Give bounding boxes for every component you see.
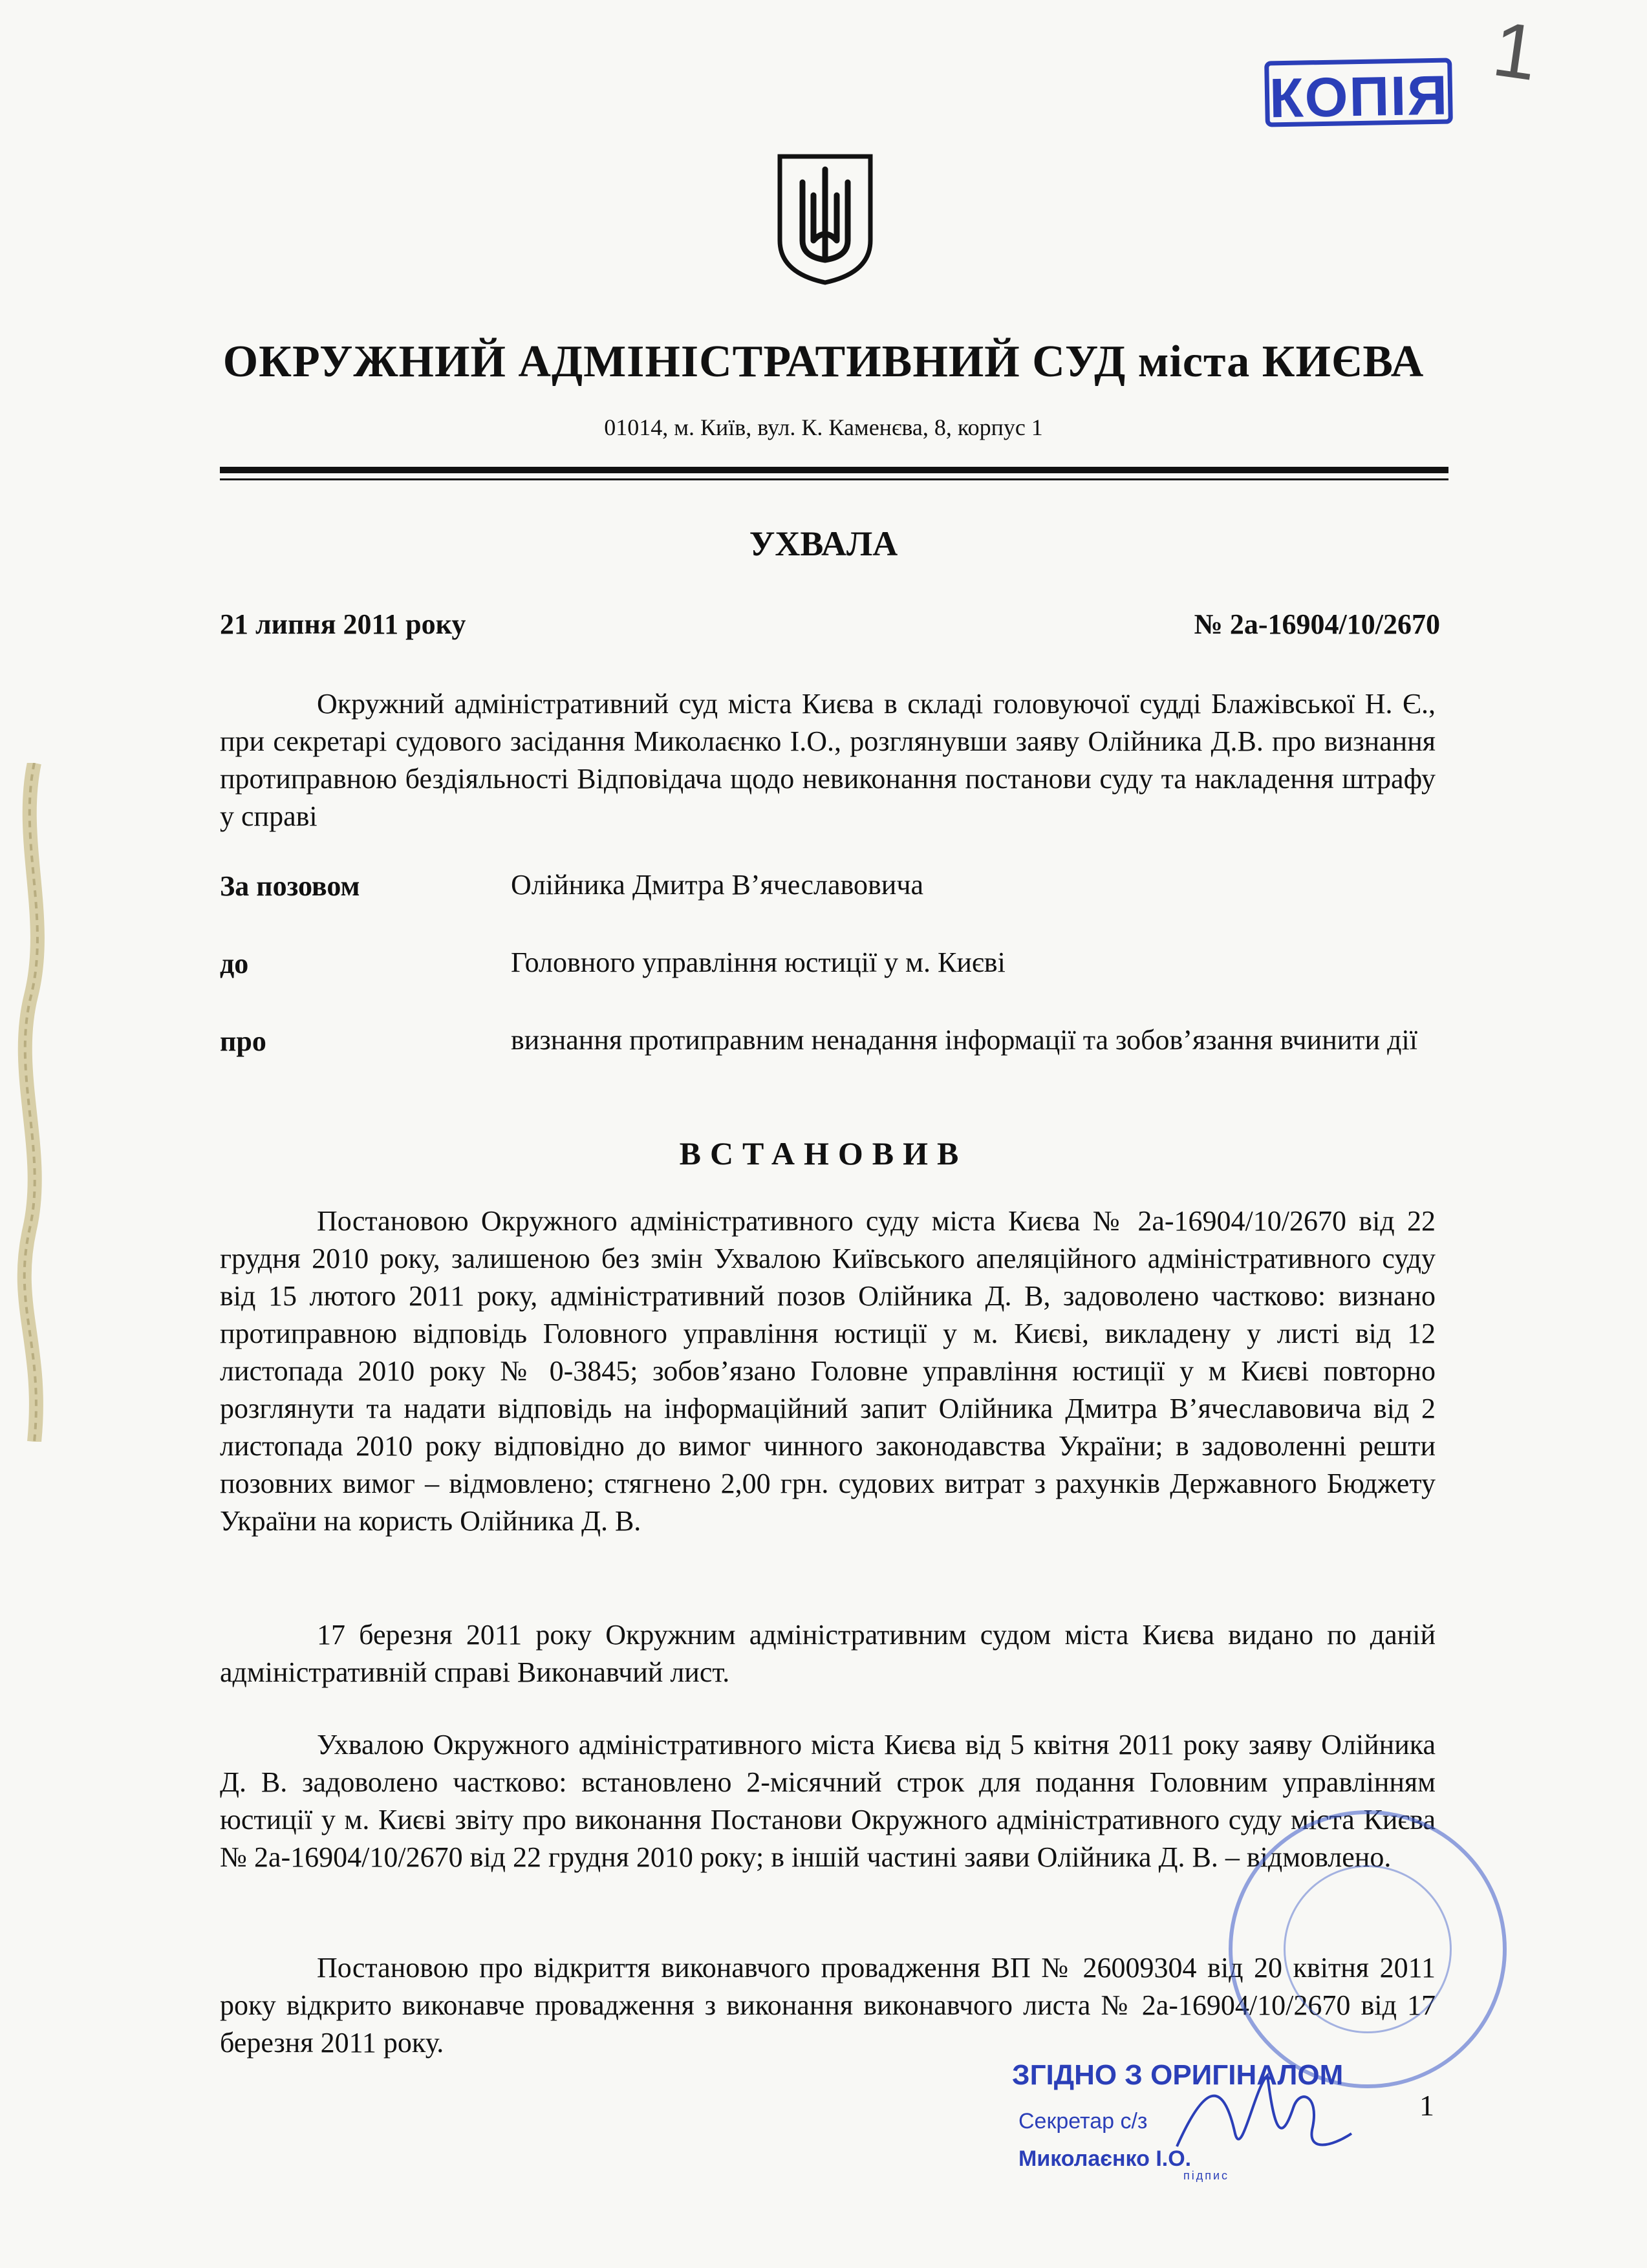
handwritten-signature (1164, 2049, 1358, 2179)
court-address: 01014, м. Київ, вул. К. Каменєва, 8, корпус 1 (604, 414, 1043, 440)
document-date: 21 липня 2011 року (220, 608, 466, 640)
intro-paragraph: Окружний адміністративний суд міста Києва в складі головуючої судді Блажівської Н. Є., при секретарі судового засідання Миколаєнко І.О., розглянувши заяву Олійника Д.В. про визнання протиправною бездіяльності Відповідача щодо невиконання постанови суду та накладення штрафу у справі (220, 688, 1436, 832)
header-rule-thin (220, 478, 1448, 480)
document-type: УХВАЛА (749, 524, 898, 563)
party-label-subject: про (220, 1025, 266, 1057)
header-rule-thick (220, 467, 1448, 473)
party-value-plaintiff: Олійника Дмитра В’ячеславовича (511, 869, 923, 901)
section-heading: ВСТАНОВИВ (679, 1135, 968, 1171)
body-paragraph: Постановою про відкриття виконавчого провадження ВП № 26009304 від 20 квітня 2011 року відкрито виконавче провадження з виконання виконавчого листа № 2а-16904/10/2670 від 17 березня 2011 року. (220, 1952, 1436, 2059)
certification-role: Секретар с/з (1018, 2109, 1148, 2134)
copy-stamp: КОПІЯ (1264, 58, 1453, 127)
body-paragraph: Ухвалою Окружного адміністративного міста Києва від 5 квітня 2011 року заяву Олійника Д. В. задоволено частково: встановлено 2-місячний строк для подання Головним управлінням юстиції у м. Києві звіту про виконання Постанови Окружного адміністративного суду міста Києва № 2а-16904/10/2670 від 22 грудня 2010 року; в іншій частині заяви Олійника Д. В. – відмовлено. (220, 1729, 1436, 1873)
party-label-plaintiff: За позовом (220, 870, 360, 902)
body-paragraph: Постановою Окружного адміністративного суду міста Києва № 2а-16904/10/2670 від 22 грудня 2010 року, залишеною без змін Ухвалою Київського апеляційного адміністративного суду від 15 лютого 2011 року, адміністративний позов Олійника Д. В, задоволено частково: визнано протиправною відповідь Головного управління юстиції у м. Києві, викладену у листі від 12 листопада 2010 року № 0-3845; зобов’язано Головне управління юстиції у м Києві повторно розглянути та надати відповідь на інформаційний запит Олійника Дмитра В’ячеславовича від 2 листопада 2010 року відповідно до вимог чинного законодавства України; в задоволенні решти позовних вимог – відмовлено; стягнено 2,00 грн. судових витрат з рахунків Державного Бюджету України на користь Олійника Д. В. (220, 1205, 1436, 1537)
binding-thread (12, 763, 57, 1442)
signature-caption: підпис (1183, 2169, 1230, 2182)
court-title: ОКРУЖНИЙ АДМІНІСТРАТИВНИЙ СУД міста КИЄВА (222, 337, 1425, 387)
certification-title: ЗГІДНО З ОРИГІНАЛОМ (1012, 2059, 1344, 2091)
certification-name: Миколаєнко І.О. (1018, 2146, 1192, 2171)
coat-of-arms-icon (773, 150, 877, 286)
body-paragraph: 17 березня 2011 року Окружним адміністративним судом міста Києва видано по даній адміністративній справі Виконавчий лист. (220, 1619, 1436, 1688)
handwritten-sheet-number: 1 (1488, 5, 1543, 97)
party-value-subject: визнання протиправним ненадання інформації та зобов’язання вчинити дії (511, 1024, 1417, 1056)
case-number: № 2а-16904/10/2670 (1194, 608, 1440, 640)
page-number: 1 (1419, 2089, 1434, 2122)
party-value-defendant: Головного управління юстиції у м. Києві (511, 947, 1006, 978)
party-label-defendant: до (220, 948, 249, 979)
round-seal-inner-ring (1284, 1865, 1452, 2033)
